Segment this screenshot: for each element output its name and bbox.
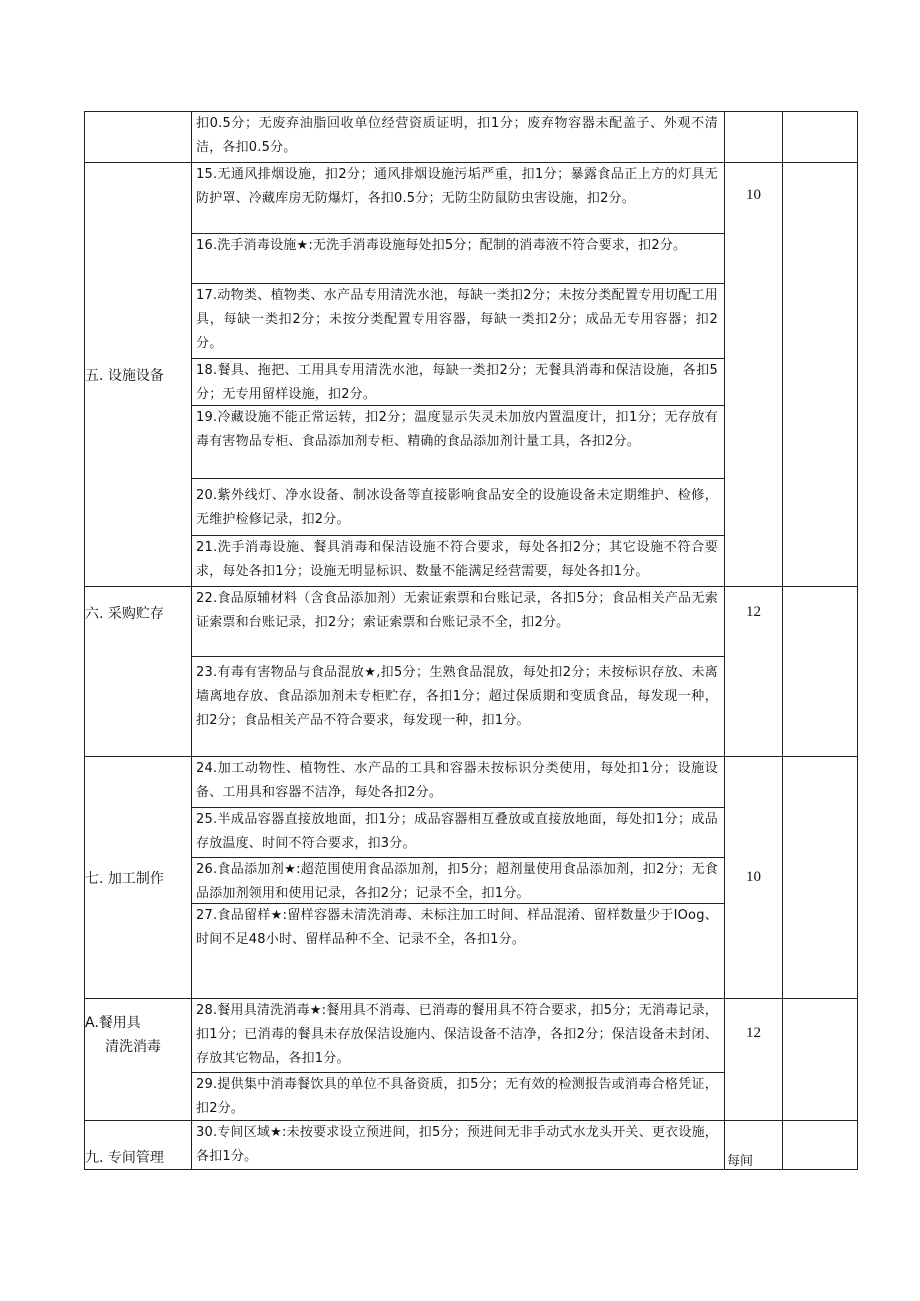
score-cell — [783, 999, 858, 1121]
items-cell — [192, 1121, 725, 1170]
points-cell — [725, 757, 783, 999]
score-cell — [783, 112, 858, 163]
item-text: 30.专间区域★:未按要求设立预进间，扣5分；预进间无非手动式水龙头开关、更衣设施，各扣1分。 — [196, 1125, 718, 1164]
item-text: 27.食品留样★:留样容器未清洗消毒、未标注加工时间、样品混淆、留样数量少于IOog、时间不足48小时、留样品种不全、记录不全，各扣1分。 — [196, 908, 718, 947]
score-cell — [783, 1121, 858, 1170]
category-cell — [85, 999, 192, 1121]
item-text: 20.紫外线灯、净水设备、制冰设备等直接影响食品安全的设施设备未定期维护、检修，无维护检修记录，扣2分。 — [196, 488, 718, 527]
points-cell — [725, 112, 783, 163]
table-row — [85, 163, 858, 587]
items-cell — [192, 587, 725, 757]
item-text: 26.食品添加剂★:超范围使用食品添加剂，扣5分；超剂量使用食品添加剂，扣2分；无食品添加剂领用和使用记录，各扣2分；记录不全，扣1分。 — [196, 862, 718, 901]
score-cell — [783, 163, 858, 587]
list-item — [192, 478, 724, 535]
list-item — [192, 535, 724, 586]
points-cell — [725, 999, 783, 1121]
item-text: 15.无通风排烟设施，扣2分；通风排烟设施污垢严重，扣1分；暴露食品正上方的灯具无防护罩、冷藏库房无防爆灯，各扣0.5分；无防尘防鼠防虫害设施，扣2分。 — [196, 167, 718, 206]
category-label: 七. 加工制作 — [85, 870, 164, 887]
item-text: 25.半成品容器直接放地面，扣1分；成品容器相互叠放或直接放地面，每处扣1分；成品存放温度、时间不符合要求，扣3分。 — [196, 812, 718, 851]
list-item — [192, 999, 724, 1072]
category-label: 五. 设施设备 — [85, 367, 164, 384]
list-item — [192, 405, 724, 478]
table-row — [85, 1121, 858, 1170]
category-cell — [85, 757, 192, 999]
item-text: 16.洗手消毒设施★:无洗手消毒设施每处扣5分；配制的消毒液不符合要求，扣2分。 — [196, 238, 687, 253]
list-item — [192, 163, 724, 233]
list-item — [192, 1072, 724, 1120]
item-text: 23.有毒有害物品与食品混放★,扣5分；生熟食品混放，每处扣2分；未按标识存放、未离墙离地存放、食品添加剂未专柜贮存，各扣1分；超过保质期和变质食品，每发现一种，扣2分；食品相关产品不符合要求，每发现一种，扣1分。 — [196, 665, 718, 728]
list-item — [192, 807, 724, 857]
category-cell — [85, 1121, 192, 1170]
category-cell — [85, 163, 192, 587]
points-value: 12 — [746, 1025, 761, 1041]
item-text: 29.提供集中消毒餐饮具的单位不具备资质，扣5分；无有效的检测报告或消毒合格凭证，扣2分。 — [196, 1077, 718, 1116]
table-row — [85, 757, 858, 999]
points-cell — [725, 1121, 783, 1170]
category-label: 六. 采购贮存 — [85, 606, 164, 622]
list-item — [192, 857, 724, 903]
table-row — [85, 112, 858, 163]
list-item — [192, 587, 724, 656]
category-label: 九. 专间管理 — [85, 1150, 164, 1166]
category-cell — [85, 112, 192, 163]
item-text: 22.食品原辅材料（含食品添加剂）无索证索票和台账记录，各扣5分；食品相关产品无索证索票和台账记录，扣2分；索证索票和台账记录不全，扣2分。 — [196, 591, 718, 630]
item-text: 28.餐用具清洗消毒★:餐用具不消毒、已消毒的餐用具不符合要求，扣5分；无消毒记录，扣1分；已消毒的餐具未存放保洁设施内、保洁设备不洁净，各扣2分；保洁设备未封闭、存放其它物品，各扣1分。 — [196, 1003, 718, 1066]
inspection-score-table — [84, 111, 858, 1170]
points-value: 12 — [746, 604, 761, 620]
item-text: 19.冷藏设施不能正常运转，扣2分；温度显示失灵未加放内置温度计，扣1分；无存放有毒有害物品专柜、食品添加剂专柜、精确的食品添加剂计量工具，各扣2分。 — [196, 410, 718, 449]
item-text: 21.洗手消毒设施、餐具消毒和保洁设施不符合要求，每处各扣2分；其它设施不符合要求，每处各扣1分；设施无明显标识、数量不能满足经营需要，每处各扣1分。 — [196, 540, 718, 579]
items-cell — [192, 999, 725, 1121]
points-cell — [725, 163, 783, 587]
table-row — [85, 999, 858, 1121]
list-item — [192, 283, 724, 358]
points-value: 10 — [746, 187, 761, 203]
category-label: 清洗消毒 — [105, 1039, 161, 1055]
list-item — [192, 233, 724, 283]
score-cell — [783, 757, 858, 999]
list-item — [192, 1121, 724, 1169]
item-text: 17.动物类、植物类、水产品专用清洗水池，每缺一类扣2分；未按分类配置专用切配工用具，每缺一类扣2分；未按分类配置专用容器，每缺一类扣2分；成品无专用容器；扣2分。 — [196, 288, 718, 351]
items-cell — [192, 757, 725, 999]
score-cell — [783, 587, 858, 757]
items-cell — [192, 112, 725, 163]
points-value: 每间 — [727, 1153, 754, 1168]
points-value: 10 — [746, 869, 761, 885]
list-item — [192, 757, 724, 807]
list-item — [192, 656, 724, 756]
list-item — [192, 112, 724, 162]
item-text: 18.餐具、拖把、工用具专用清洗水池，每缺一类扣2分；无餐具消毒和保洁设施，各扣5分；无专用留样设施，扣2分。 — [196, 363, 718, 402]
list-item — [192, 903, 724, 998]
category-cell — [85, 587, 192, 757]
item-text: 24.加工动物性、植物性、水产品的工具和容器未按标识分类使用，每处扣1分；设施设备、工用具和容器不洁净，每处各扣2分。 — [196, 761, 718, 800]
category-label: A.餐用具 — [85, 1015, 141, 1031]
items-cell — [192, 163, 725, 587]
points-cell — [725, 587, 783, 757]
table-row — [85, 587, 858, 757]
list-item — [192, 358, 724, 405]
item-text: 扣0.5分；无废弃油脂回收单位经营资质证明，扣1分；废弃物容器未配盖子、外观不清洁，各扣0.5分。 — [196, 116, 718, 155]
